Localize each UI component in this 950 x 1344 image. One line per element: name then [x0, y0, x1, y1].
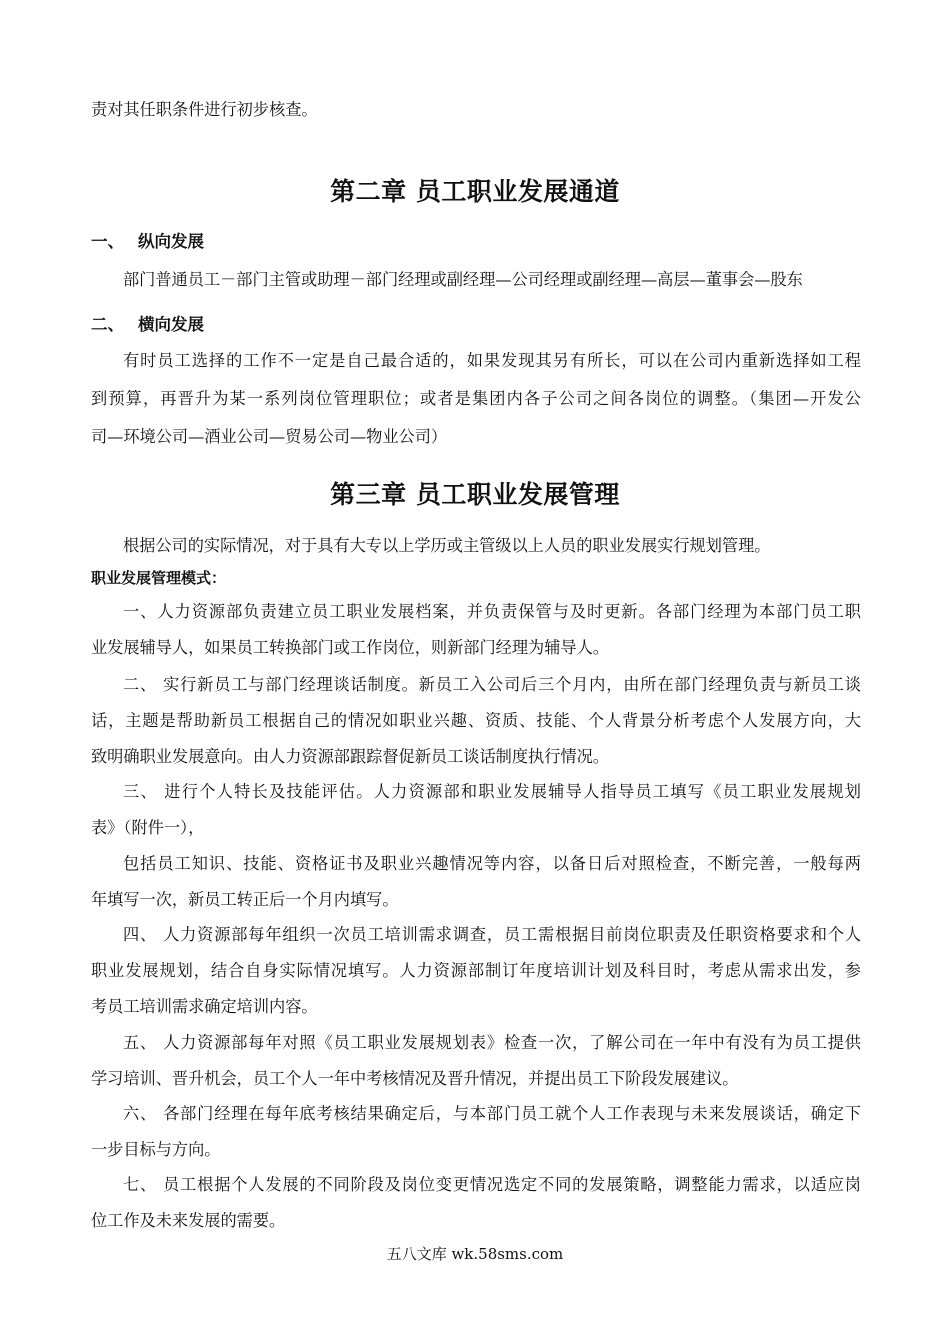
paragraph-line: 有时员工选择的工作不一定是自己最合适的，如果发现其另有所长，可以在公司内重新选择如工程	[123, 351, 861, 370]
item-one-line: 业发展辅导人，如果员工转换部门或工作岗位，则新部门经理为辅导人。	[91, 638, 609, 657]
footer-watermark: 五八文库 wk.58sms.com	[386, 1245, 564, 1263]
paragraph-line: 到预算，再晋升为某一系列岗位管理职位；或者是集团内各子公司之间各岗位的调整。（集团—开发公	[91, 389, 861, 408]
item-three-line: 表》（附件一），	[91, 818, 205, 837]
paragraph-line: 司—环境公司—酒业公司—贸易公司—物业公司）	[91, 427, 448, 446]
section-horizontal-heading	[91, 313, 204, 337]
item-five-line: 五、 人力资源部每年对照《员工职业发展规划表》检查一次，了解公司在一年中有没有为员工提供	[123, 1033, 861, 1052]
item-four-line: 考员工培训需求确定培训内容。	[91, 997, 318, 1016]
section-vertical-title: 纵向发展	[138, 232, 204, 251]
section-vertical-text: 部门普通员工－部门主管或助理－部门经理或副经理—公司经理或副经理—高层—董事会—股东	[123, 270, 803, 289]
item-three-line: 三、 进行个人特长及技能评估。人力资源部和职业发展辅导人指导员工填写《员工职业发展规划	[123, 782, 861, 801]
chapter3-intro: 根据公司的实际情况，对于具有大专以上学历或主管级以上人员的职业发展实行规划管理。	[123, 536, 771, 555]
section-vertical-heading	[91, 230, 204, 254]
management-mode-label: 职业发展管理模式：	[91, 569, 227, 587]
chapter2-title: 第二章 员工职业发展通道	[330, 177, 620, 206]
chapter3-title: 第三章 员工职业发展管理	[330, 480, 620, 509]
item-six-line: 一步目标与方向。	[91, 1140, 221, 1159]
item-two-line: 二、 实行新员工与部门经理谈话制度。新员工入公司后三个月内，由所在部门经理负责与新员工谈	[123, 675, 861, 694]
section-horizontal-title: 横向发展	[138, 315, 204, 334]
intro-line: 责对其任职条件进行初步核查。	[91, 100, 318, 119]
section-horizontal-number: 二、	[91, 315, 124, 334]
item-four-line: 职业发展规划，结合自身实际情况填写。人力资源部制订年度培训计划及科目时，考虑从需求出发，参	[91, 961, 861, 980]
item-six-line: 六、 各部门经理在每年底考核结果确定后，与本部门员工就个人工作表现与未来发展谈话，确定下	[123, 1104, 861, 1123]
item-three-cont-line: 包括员工知识、技能、资格证书及职业兴趣情况等内容，以备日后对照检查，不断完善，一般每两	[123, 854, 861, 873]
item-three-cont-line: 年填写一次，新员工转正后一个月内填写。	[91, 890, 399, 909]
section-vertical-number: 一、	[91, 232, 124, 251]
item-five-line: 学习培训、晋升机会，员工个人一年中考核情况及晋升情况，并提出员工下阶段发展建议。	[91, 1069, 739, 1088]
item-seven-line: 位工作及未来发展的需要。	[91, 1211, 286, 1230]
item-seven-line: 七、 员工根据个人发展的不同阶段及岗位变更情况选定不同的发展策略，调整能力需求，以适应岗	[123, 1175, 861, 1194]
item-four-line: 四、 人力资源部每年组织一次员工培训需求调查，员工需根据目前岗位职责及任职资格要求和个人	[123, 925, 861, 944]
item-two-line: 致明确职业发展意向。由人力资源部跟踪督促新员工谈话制度执行情况。	[91, 747, 609, 766]
item-two-line: 话，主题是帮助新员工根据自己的情况如职业兴趣、资质、技能、个人背景分析考虑个人发展方向，大	[91, 711, 861, 730]
item-one-line: 一、人力资源部负责建立员工职业发展档案，并负责保管与及时更新。各部门经理为本部门员工职	[123, 602, 861, 621]
